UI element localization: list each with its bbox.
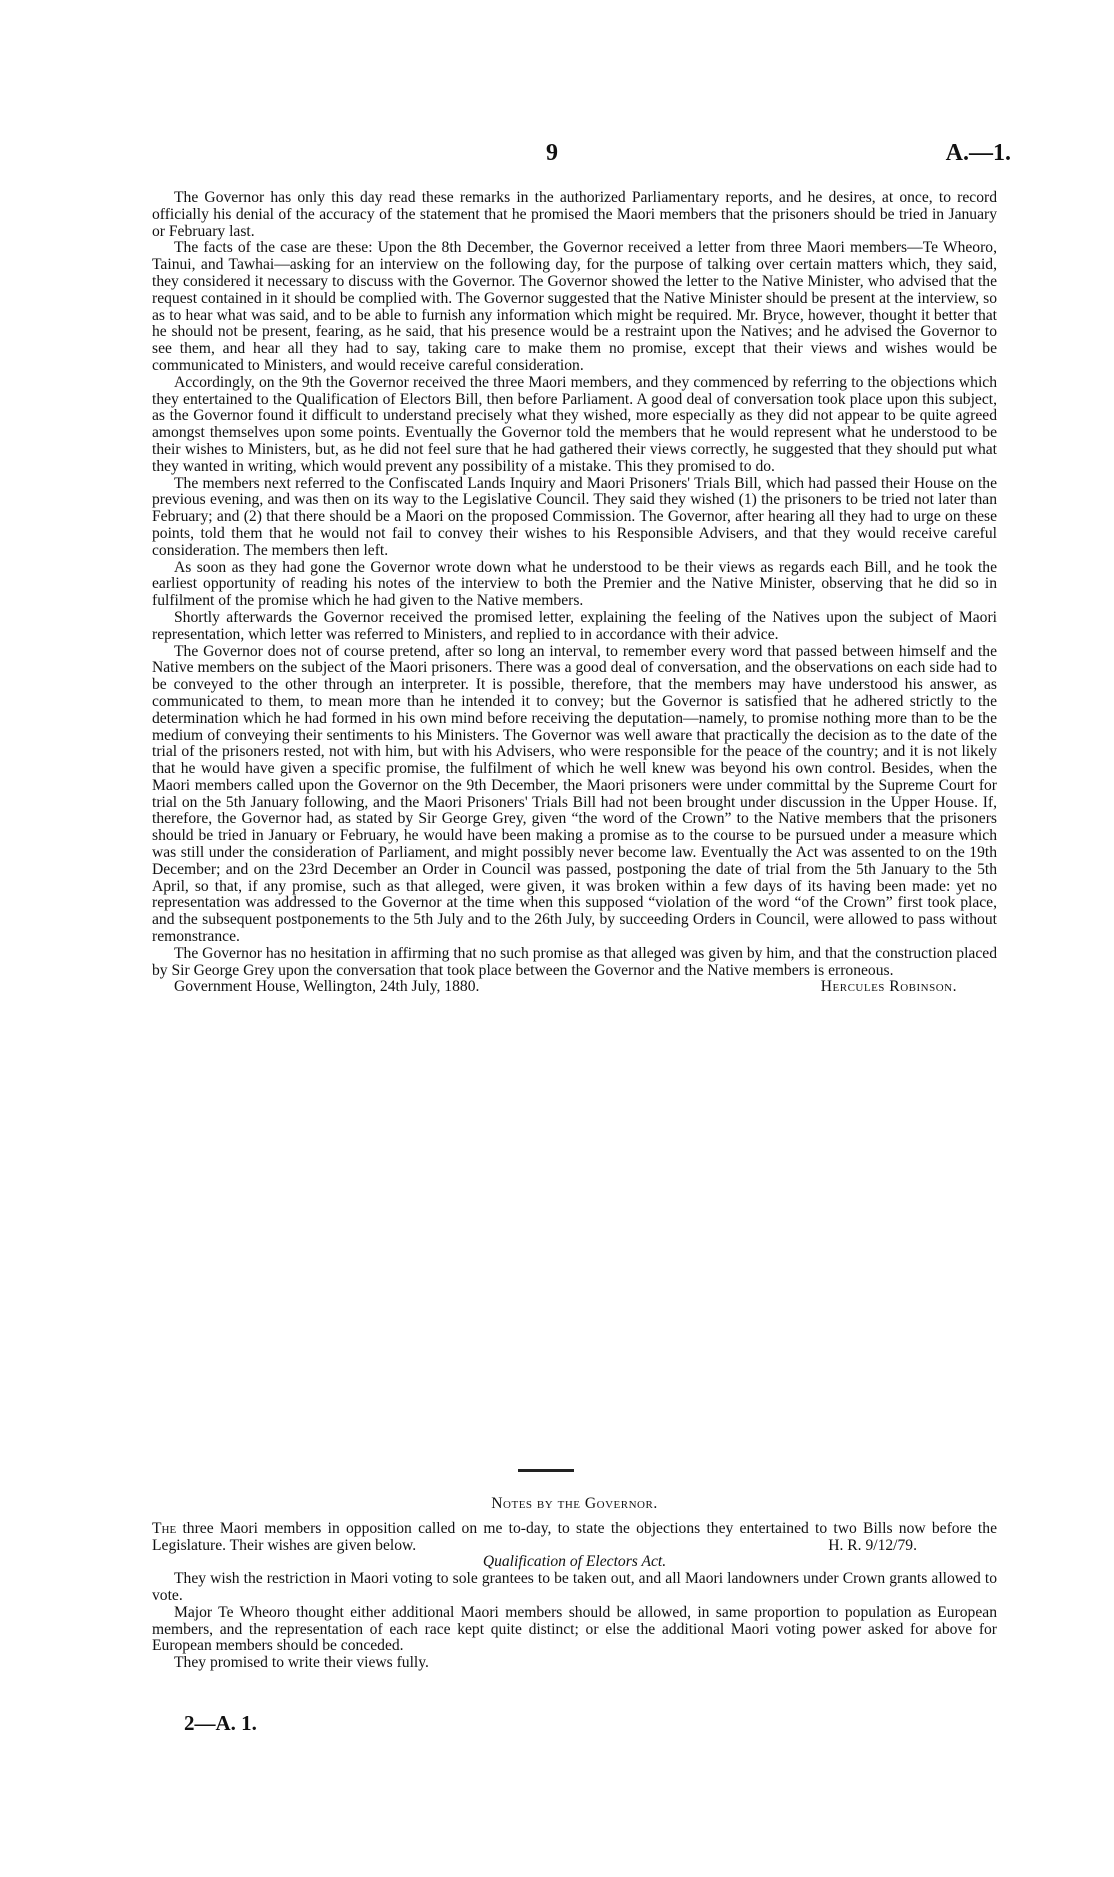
paragraph-4: The members next referred to the Confiscated Lands Inquiry and Maori Prisoners' Trials Bill, which had passed their House on the previous evening, and was then on its way to the Legislative Council. They said they wished (1) the prisoners to be tried not later than February; and (2) that there should be a Maori on the proposed Commission. The Governor, after hearing all they had to urge on these points, told them that he would not fail to convey their wishes to his Responsible Advisers, and that they would receive careful consideration. The members then left. — [152, 474, 997, 559]
sheet-reference: 2—A. 1. — [184, 1711, 257, 1735]
section-divider — [518, 1469, 574, 1472]
governor-memorandum — [152, 190, 997, 996]
paragraph-8: The Governor has no hesitation in affirming that no such promise as that alleged was given by him, and that the construction placed by Sir George Grey upon the conversation that took place between the Governor and the Native members is erroneous. — [152, 944, 997, 979]
notes-title: Notes by the Governor. — [491, 1495, 658, 1512]
paragraph-5: As soon as they had gone the Governor wrote down what he understood to be their views as regards each Bill, and he took the earliest opportunity of reading his notes of the interview to both the Premier and the Native Minister, observing that he did so in fulfilment of the promise which he had given to the Native members. — [152, 558, 997, 610]
governor-notes — [152, 1496, 997, 1672]
page-header — [0, 140, 1114, 168]
notes-date: H. R. 9/12/79. — [828, 1536, 917, 1554]
paragraph-7: The Governor does not of course pretend, after so long an interval, to remember every word that passed between himself and the Native members on the subject of the Maori prisoners. There was a good deal of conversation, and the observations on each side had to be conveyed to the other through an interpreter. It is possible, therefore, that the members may have understood his answer, as communicated to them, to mean more than he intended it to convey; but the Governor is satisfied that he adhered strictly to the determination which he had formed in his own mind before receiving the deputation—namely, to promise nothing more than to be the medium of conveying their sentiments to his Ministers. The Governor was well aware that practically the decision as to the date of the trial of the prisoners rested, not with him, but with his Advisers, who were responsible for the peace of the country; and it is not likely that he would have given a specific promise, the fulfilment of which he well knew was beyond his own control. Besides, when the Maori members called upon the Governor on the 9th December, the Maori prisoners were under committal by the Supreme Court for trial on the 5th January following, and the Maori Prisoners' Trials Bill had not been brought under discussion in the Upper House. If, therefore, the Governor had, as stated by Sir George Grey, given “the word of the Crown” to the Native members that the prisoners should be tried in January or February, he would have been making a promise as to the course to be pursued under a measure which was still under the consideration of Parliament, and might possibly never become law. Eventually the Act was assented to on the 19th December; and on the 23rd December an Order in Council was passed, postponing the date of trial from the 5th January to the 5th April, so that, if any promise, such as that alleged, were given, it was broken within a few days of its having been made: yet no representation was addressed to the Governor at the time when this supposed “violation of the word “of the Crown” first took place, and the subsequent postponements to the 5th July and to the 26th July, by succeeding Orders in Council, were allowed to pass without remonstrance. — [152, 642, 997, 946]
paragraph-1: The Governor has only this day read these remarks in the authorized Parliamentary reports, and he desires, at once, to record officially his denial of the accuracy of the statement that he promised the Maori members that the prisoners should be tried in January or February last. — [152, 189, 997, 240]
paragraph-2: The facts of the case are these: Upon the 8th December, the Governor received a letter from three Maori members—Te Wheoro, Tainui, and Tawhai—asking for an interview on the following day, for the purpose of talking over certain matters which, they said, they considered it necessary to discuss with the Governor. The Governor showed the letter to the Native Minister, who advised that the request contained in it should be complied with. The Governor suggested that the Native Minister should be present at the interview, so as to hear what was said, and to be able to furnish any information which might be required. Mr. Bryce, however, thought it better that he should not be present, fearing, as he said, that his presence would be a restraint upon the Natives; and he advised the Governor to see them, and hear all they had to say, taking care to make them no promise, except that their views and wishes would be communicated to Ministers, and would receive careful consideration. — [152, 239, 997, 374]
paragraph-3: Accordingly, on the 9th the Governor received the three Maori members, and they commenced by referring to the objections which they entertained to the Qualification of Electors Bill, then before Parliament. A good deal of conversation took place upon this subject, as the Governor found it difficult to understand precisely what they wished, more especially as they did not appear to be quite agreed amongst themselves upon some points. Eventually the Governor told the members that he would represent what he understood to be their wishes to Ministers, but, as he did not feel sure that he had gathered their views correctly, he suggested that they should put what they wanted in writing, which would prevent any possibility of a mistake. This they promised to do. — [152, 373, 997, 475]
notes-intro — [152, 1521, 997, 1555]
notes-paragraph-1: They wish the restriction in Maori voting to sole grantees to be taken out, and all Maori landowners under Crown grants allowed to vote. — [152, 1570, 997, 1604]
document-reference: A.—1. — [945, 140, 1011, 166]
notes-intro-text: three Maori members in opposition called on me to-day, to state the objections they entertained to two Bills now before the Legislature. Their wishes are given below. — [152, 1519, 997, 1554]
signature-line — [152, 979, 997, 996]
notes-lead-word: The — [152, 1519, 177, 1537]
page-number: 9 — [546, 140, 558, 166]
paragraph-6: Shortly afterwards the Governor received the promised letter, explaining the feeling of the Natives upon the subject of Maori representation, which letter was referred to Ministers, and replied to in accordance with their advice. — [152, 608, 997, 643]
signature: Hercules Robinson. — [820, 978, 957, 996]
notes-paragraph-3: They promised to write their views fully. — [174, 1654, 429, 1672]
notes-subheading: Qualification of Electors Act. — [482, 1553, 667, 1571]
place-date: Government House, Wellington, 24th July, 1880. — [174, 978, 480, 996]
notes-paragraph-2: Major Te Wheoro thought either additional Maori members should be allowed, in same proportion to population as European members, and the representation of each race kept quite distinct; or else the additional Maori voting power asked for above for European members should be conceded. — [152, 1603, 997, 1655]
